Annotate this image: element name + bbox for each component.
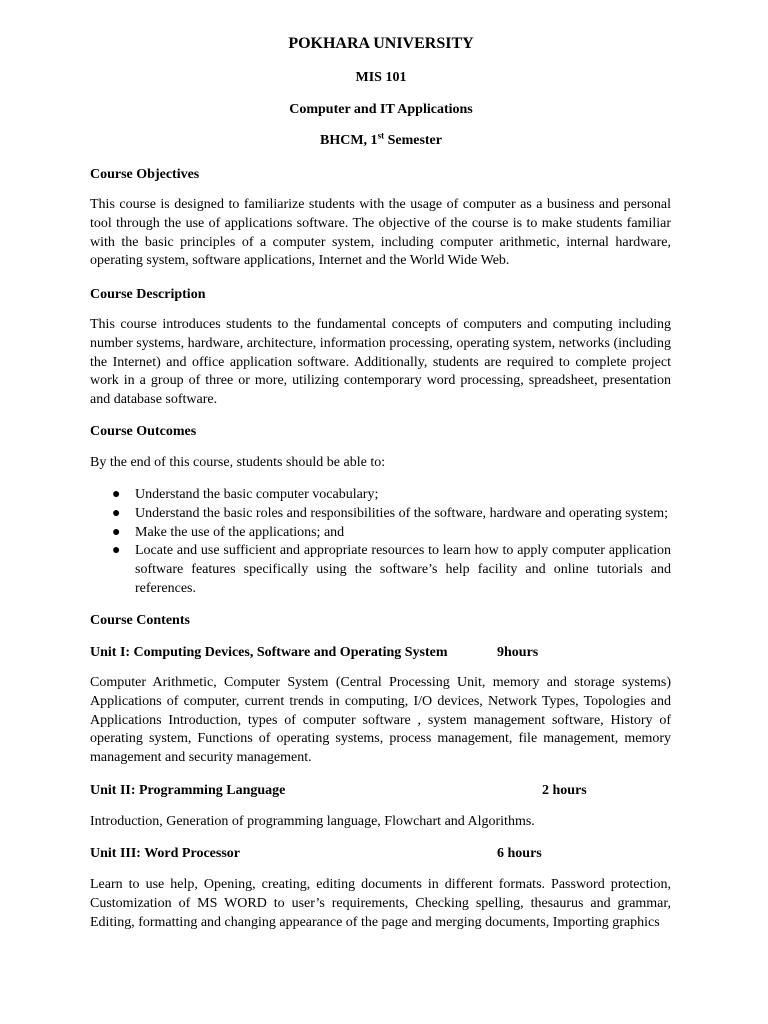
unit-2-hours: 2 hours	[542, 783, 587, 798]
course-title: Computer and IT Applications	[289, 102, 473, 117]
unit-1-title: Unit I: Computing Devices, Software and Operating System	[90, 645, 448, 660]
semester-label: Semester	[384, 133, 442, 148]
contents-heading: Course Contents	[90, 613, 190, 628]
university-name: POKHARA UNIVERSITY	[288, 35, 474, 52]
course-code: MIS 101	[355, 70, 407, 85]
objectives-heading: Course Objectives	[90, 167, 200, 182]
outcomes-intro: By the end of this course, students should be able to:	[90, 455, 386, 470]
objectives-text: This course is designed to familiarize students with the usage of computer as a business and personal tool through the use of applications software. The objective of the course is to make students familiar with the basic principles of a computer system, including computer arithmetic, internal hardware, operating system, software applications, Internet and the World Wide Web.	[90, 197, 671, 269]
bullet-icon: ●	[112, 487, 121, 502]
bullet-icon: ●	[112, 543, 121, 559]
list-item	[90, 542, 671, 598]
unit-3-title: Unit III: Word Processor	[90, 846, 240, 861]
description-heading: Course Description	[90, 287, 206, 302]
list-item-text: Understand the basic roles and responsibilities of the software, hardware and operating system;	[135, 505, 669, 521]
unit-3-hours: 6 hours	[497, 846, 542, 861]
unit-1-hours: 9hours	[497, 645, 539, 660]
bullet-icon: ●	[112, 505, 121, 521]
program-name: BHCM, 1	[320, 133, 378, 148]
list-item	[90, 524, 671, 543]
ordinal-suffix: st	[377, 130, 385, 141]
unit-2-title: Unit II: Programming Language	[90, 783, 286, 798]
outcomes-heading: Course Outcomes	[90, 424, 197, 439]
unit-3-text: Learn to use help, Opening, creating, editing documents in different formats. Password protection, Customization of MS WORD to user’s requirements, Checking spelling, thesaurus and grammar, Editing, formatting and changing appearance of the page and merging documents, Importing graphics	[90, 877, 671, 930]
program-semester	[90, 130, 672, 149]
description-text: This course introduces students to the fundamental concepts of computers and computing including number systems, hardware, architecture, information processing, operating system, networks (including the Internet) and office application software. Additionally, students are required to complete project work in a group of three or more, utilizing contemporary word processing, spreadsheet, presentation and database software.	[90, 317, 671, 408]
unit-1-text: Computer Arithmetic, Computer System (Central Processing Unit, memory and storage systems) Applications of computer, current trends in computing, I/O devices, Network Types, Topologies and Applications Introduction, types of computer software , system management software, History of operating system, Functions of operating systems, process management, file management, memory management and security management.	[90, 675, 671, 766]
list-item	[90, 486, 671, 505]
outcomes-list	[90, 486, 671, 599]
list-item	[90, 505, 671, 524]
unit-2-text: Introduction, Generation of programming language, Flowchart and Algorithms.	[90, 814, 535, 829]
bullet-icon: ●	[112, 524, 121, 540]
list-item-text: Locate and use sufficient and appropriate resources to learn how to apply computer application software features specifically using the software’s help facility and online tutorials and references.	[135, 543, 671, 596]
list-item-text: Make the use of the applications; and	[135, 524, 345, 540]
list-item-text: Understand the basic computer vocabulary;	[135, 487, 379, 502]
